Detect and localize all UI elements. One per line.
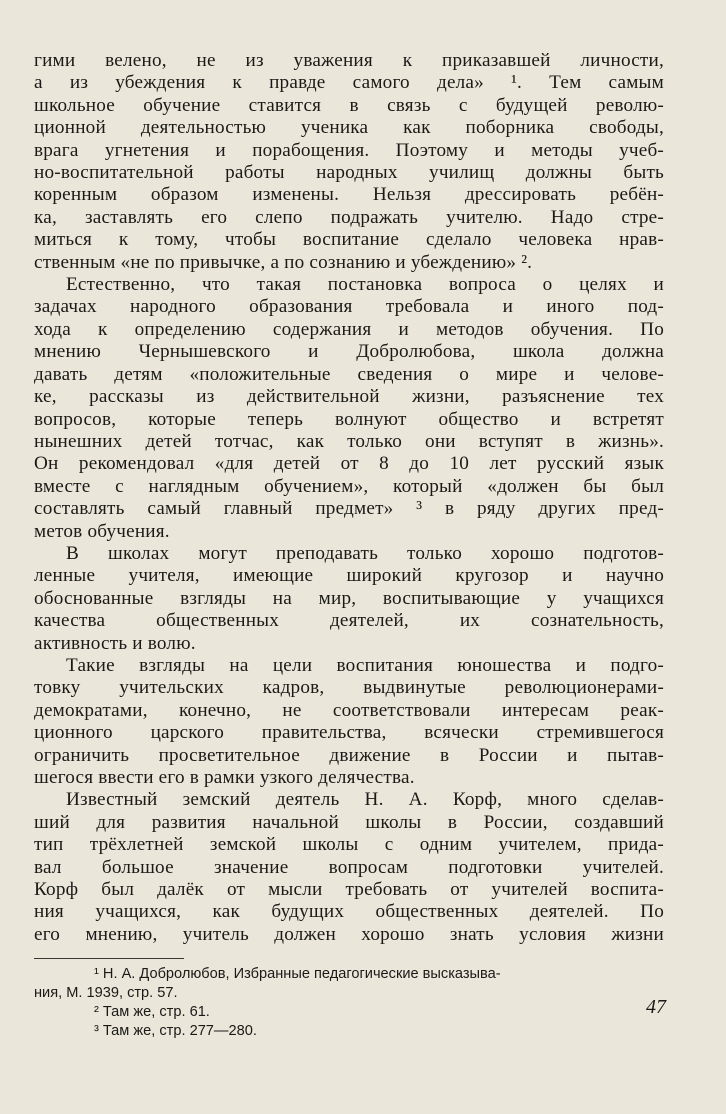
footnotes: [34, 965, 664, 1041]
text-line: ке, рассказы из действительной жизни, разъяснение тех: [34, 386, 664, 408]
text-line: Естественно, что такая постановка вопроса о целях и: [66, 274, 664, 296]
paragraph-5: [34, 789, 664, 946]
text-line: вместе с наглядным обучением», который «должен бы был: [34, 475, 664, 497]
text-line: ния учащихся, как будущих общественных деятелей. По: [34, 901, 664, 923]
footnote-1-line-1: ¹ Н. А. Добролюбов, Избранные педагогические высказыва-: [94, 966, 501, 983]
text-line: товку учительских кадров, выдвинутые революционерами-: [34, 677, 664, 699]
footnote-2: ² Там же, стр. 61.: [94, 1004, 210, 1021]
text-line: вал большое значение вопросам подготовки учителей.: [34, 856, 664, 878]
text-line: ственным «не по привычке, а по сознанию и убеждению» ².: [34, 251, 533, 273]
text-line: коренным образом изменены. Нельзя дрессировать ребён-: [34, 184, 664, 206]
text-line: составлять самый главный предмет» ³ в ряду других пред-: [34, 498, 664, 520]
text-line: активность и волю.: [34, 632, 196, 654]
text-line: врага угнетения и порабощения. Поэтому и методы учеб-: [34, 139, 664, 161]
text-line: Такие взгляды на цели воспитания юношества и подго-: [66, 654, 664, 676]
text-line: но-воспитательной работы народных училищ должны быть: [34, 162, 664, 184]
text-line: тип трёхлетней земской школы с одним учителем, прида-: [34, 834, 664, 856]
text-line: В школах могут преподавать только хорошо подготов-: [66, 542, 664, 564]
text-line: школьное обучение ставится в связь с будущей револю-: [34, 94, 664, 116]
text-line: вопросов, которые теперь волнуют общество и встретят: [34, 408, 664, 430]
page-number: 47: [646, 996, 666, 1018]
footnote-1-line-2: ния, М. 1939, стр. 57.: [34, 985, 178, 1002]
text-line: ционного царского правительства, всячески стремившегося: [34, 722, 664, 744]
text-line: обоснованные взгляды на мир, воспитывающие у учащихся: [34, 587, 664, 609]
text-line: гими велено, не из уважения к приказавшей личности,: [34, 50, 664, 71]
text-line: миться к тому, чтобы воспитание сделало человека нрав-: [34, 229, 664, 251]
footnote-3: ³ Там же, стр. 277—280.: [94, 1023, 257, 1040]
paragraph-4: [34, 655, 664, 789]
text-line: мнению Чернышевского и Добролюбова, школа должна: [34, 341, 664, 363]
text-line: нынешних детей тотчас, как только они вступят в жизнь».: [34, 430, 664, 452]
text-line: качества общественных деятелей, их сознательность,: [34, 610, 664, 632]
text-line: его мнению, учитель должен хорошо знать условия жизни: [34, 923, 664, 945]
page-body: [34, 50, 664, 1041]
paragraph-3: [34, 543, 664, 655]
text-line: Он рекомендовал «для детей от 8 до 10 лет русский язык: [34, 453, 664, 475]
text-line: Известный земский деятель Н. А. Корф, много сделав-: [66, 789, 664, 811]
text-line: ка, заставлять его слепо подражать учителю. Надо стре-: [34, 206, 664, 228]
text-line: ционной деятельностью ученика как поборника свободы,: [34, 117, 664, 139]
text-line: демократами, конечно, не соответствовали интересам реак-: [34, 699, 664, 721]
paragraph-2: [34, 274, 664, 543]
text-line: давать детям «положительные сведения о мире и челове-: [34, 363, 664, 385]
paragraph-1: [34, 50, 664, 274]
text-line: метов обучения.: [34, 520, 170, 542]
text-line: ленные учителя, имеющие широкий кругозор и научно: [34, 565, 664, 587]
text-line: хода к определению содержания и методов обучения. По: [34, 318, 664, 340]
footnote-divider: [34, 958, 184, 959]
text-line: Корф был далёк от мысли требовать от учителей воспита-: [34, 879, 664, 901]
text-line: ший для развития начальной школы в России, создавший: [34, 811, 664, 833]
text-line: шегося ввести его в рамки узкого делячества.: [34, 767, 415, 788]
text-line: а из убеждения к правде самого дела» ¹. Тем самым: [34, 72, 664, 94]
text-line: задачах народного образования требовала и иного под-: [34, 296, 664, 318]
text-line: ограничить просветительное движение в России и пытав-: [34, 744, 664, 766]
